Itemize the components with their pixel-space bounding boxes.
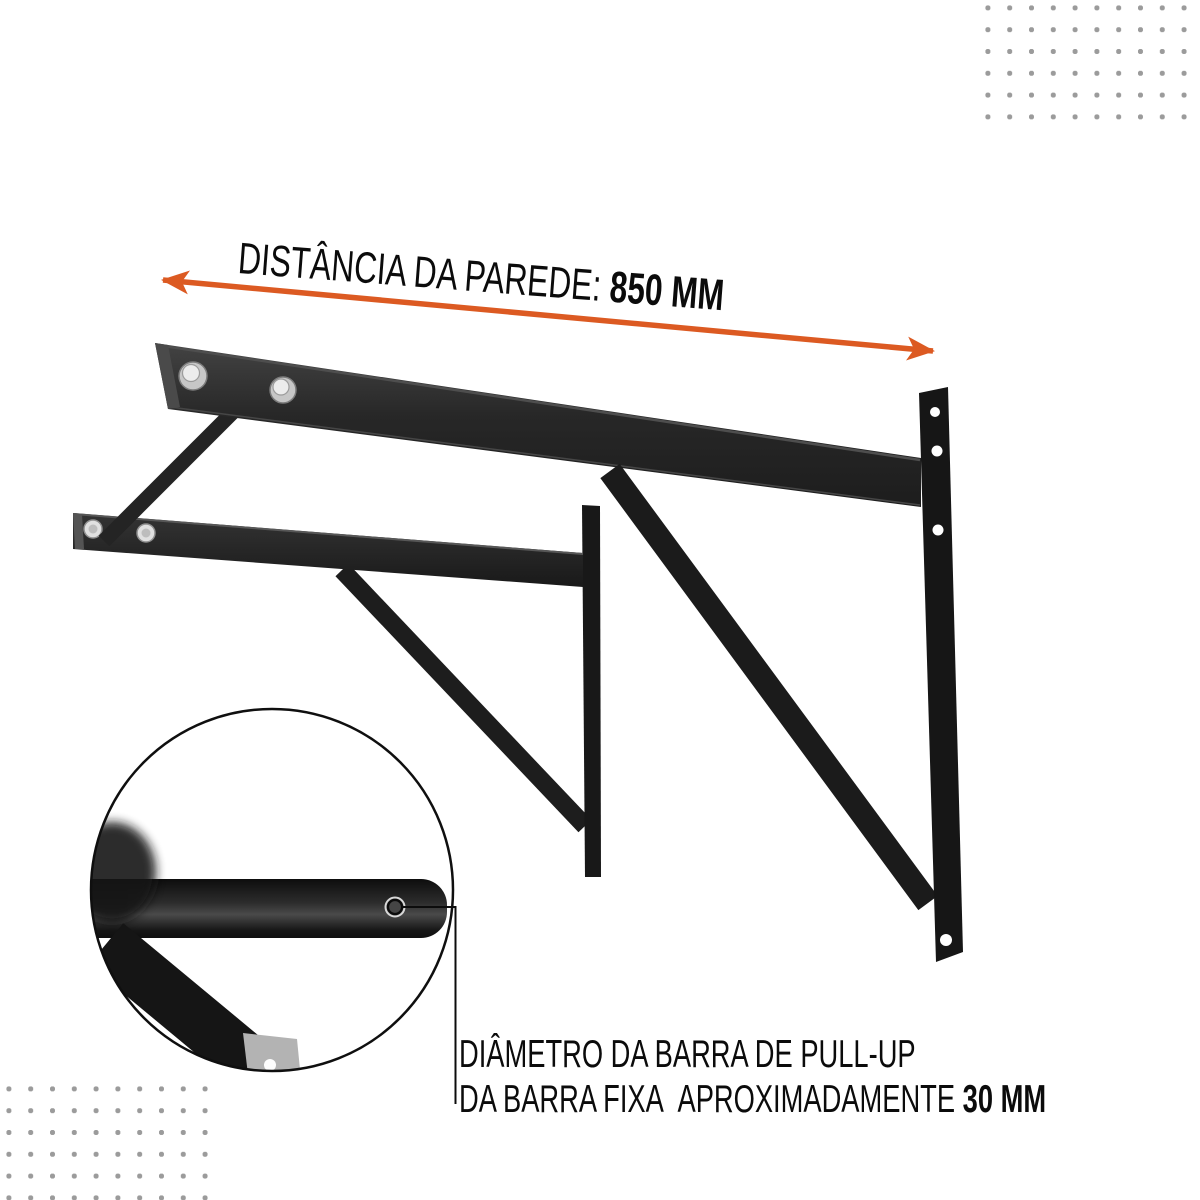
beam-bolt [270, 377, 296, 403]
beam-bolt [179, 362, 207, 390]
front-diagonal-brace [610, 471, 928, 903]
diameter-marker [388, 900, 402, 914]
mounting-hole [932, 446, 943, 457]
wall-distance-prefix: DISTÂNCIA DA PAREDE: [236, 234, 612, 312]
zoomed-bolt-blur [68, 822, 156, 922]
mounting-hole [930, 407, 940, 417]
top-beam [155, 343, 921, 507]
caption-line-1: DIÂMETRO DA BARRA DE PULL-UP [459, 1033, 916, 1076]
caption-line-2-value: 30 MM [962, 1078, 1047, 1121]
grip-bar-bolt [137, 524, 155, 542]
zoomed-tab-hole [264, 1059, 276, 1071]
mounting-hole [933, 525, 944, 536]
bar-diameter-caption [459, 1032, 1200, 1122]
front-wall-plate [919, 387, 963, 962]
rear-wall-plate [582, 505, 601, 877]
caption-line-2 [459, 1077, 1200, 1122]
caption-line-2-prefix: DA BARRA FIXA APROXIMADAMENTE [459, 1078, 963, 1121]
zoomed-mounting-tab [243, 1033, 301, 1083]
mounting-hole [940, 934, 952, 946]
wall-distance-value: 850 MM [608, 262, 726, 321]
